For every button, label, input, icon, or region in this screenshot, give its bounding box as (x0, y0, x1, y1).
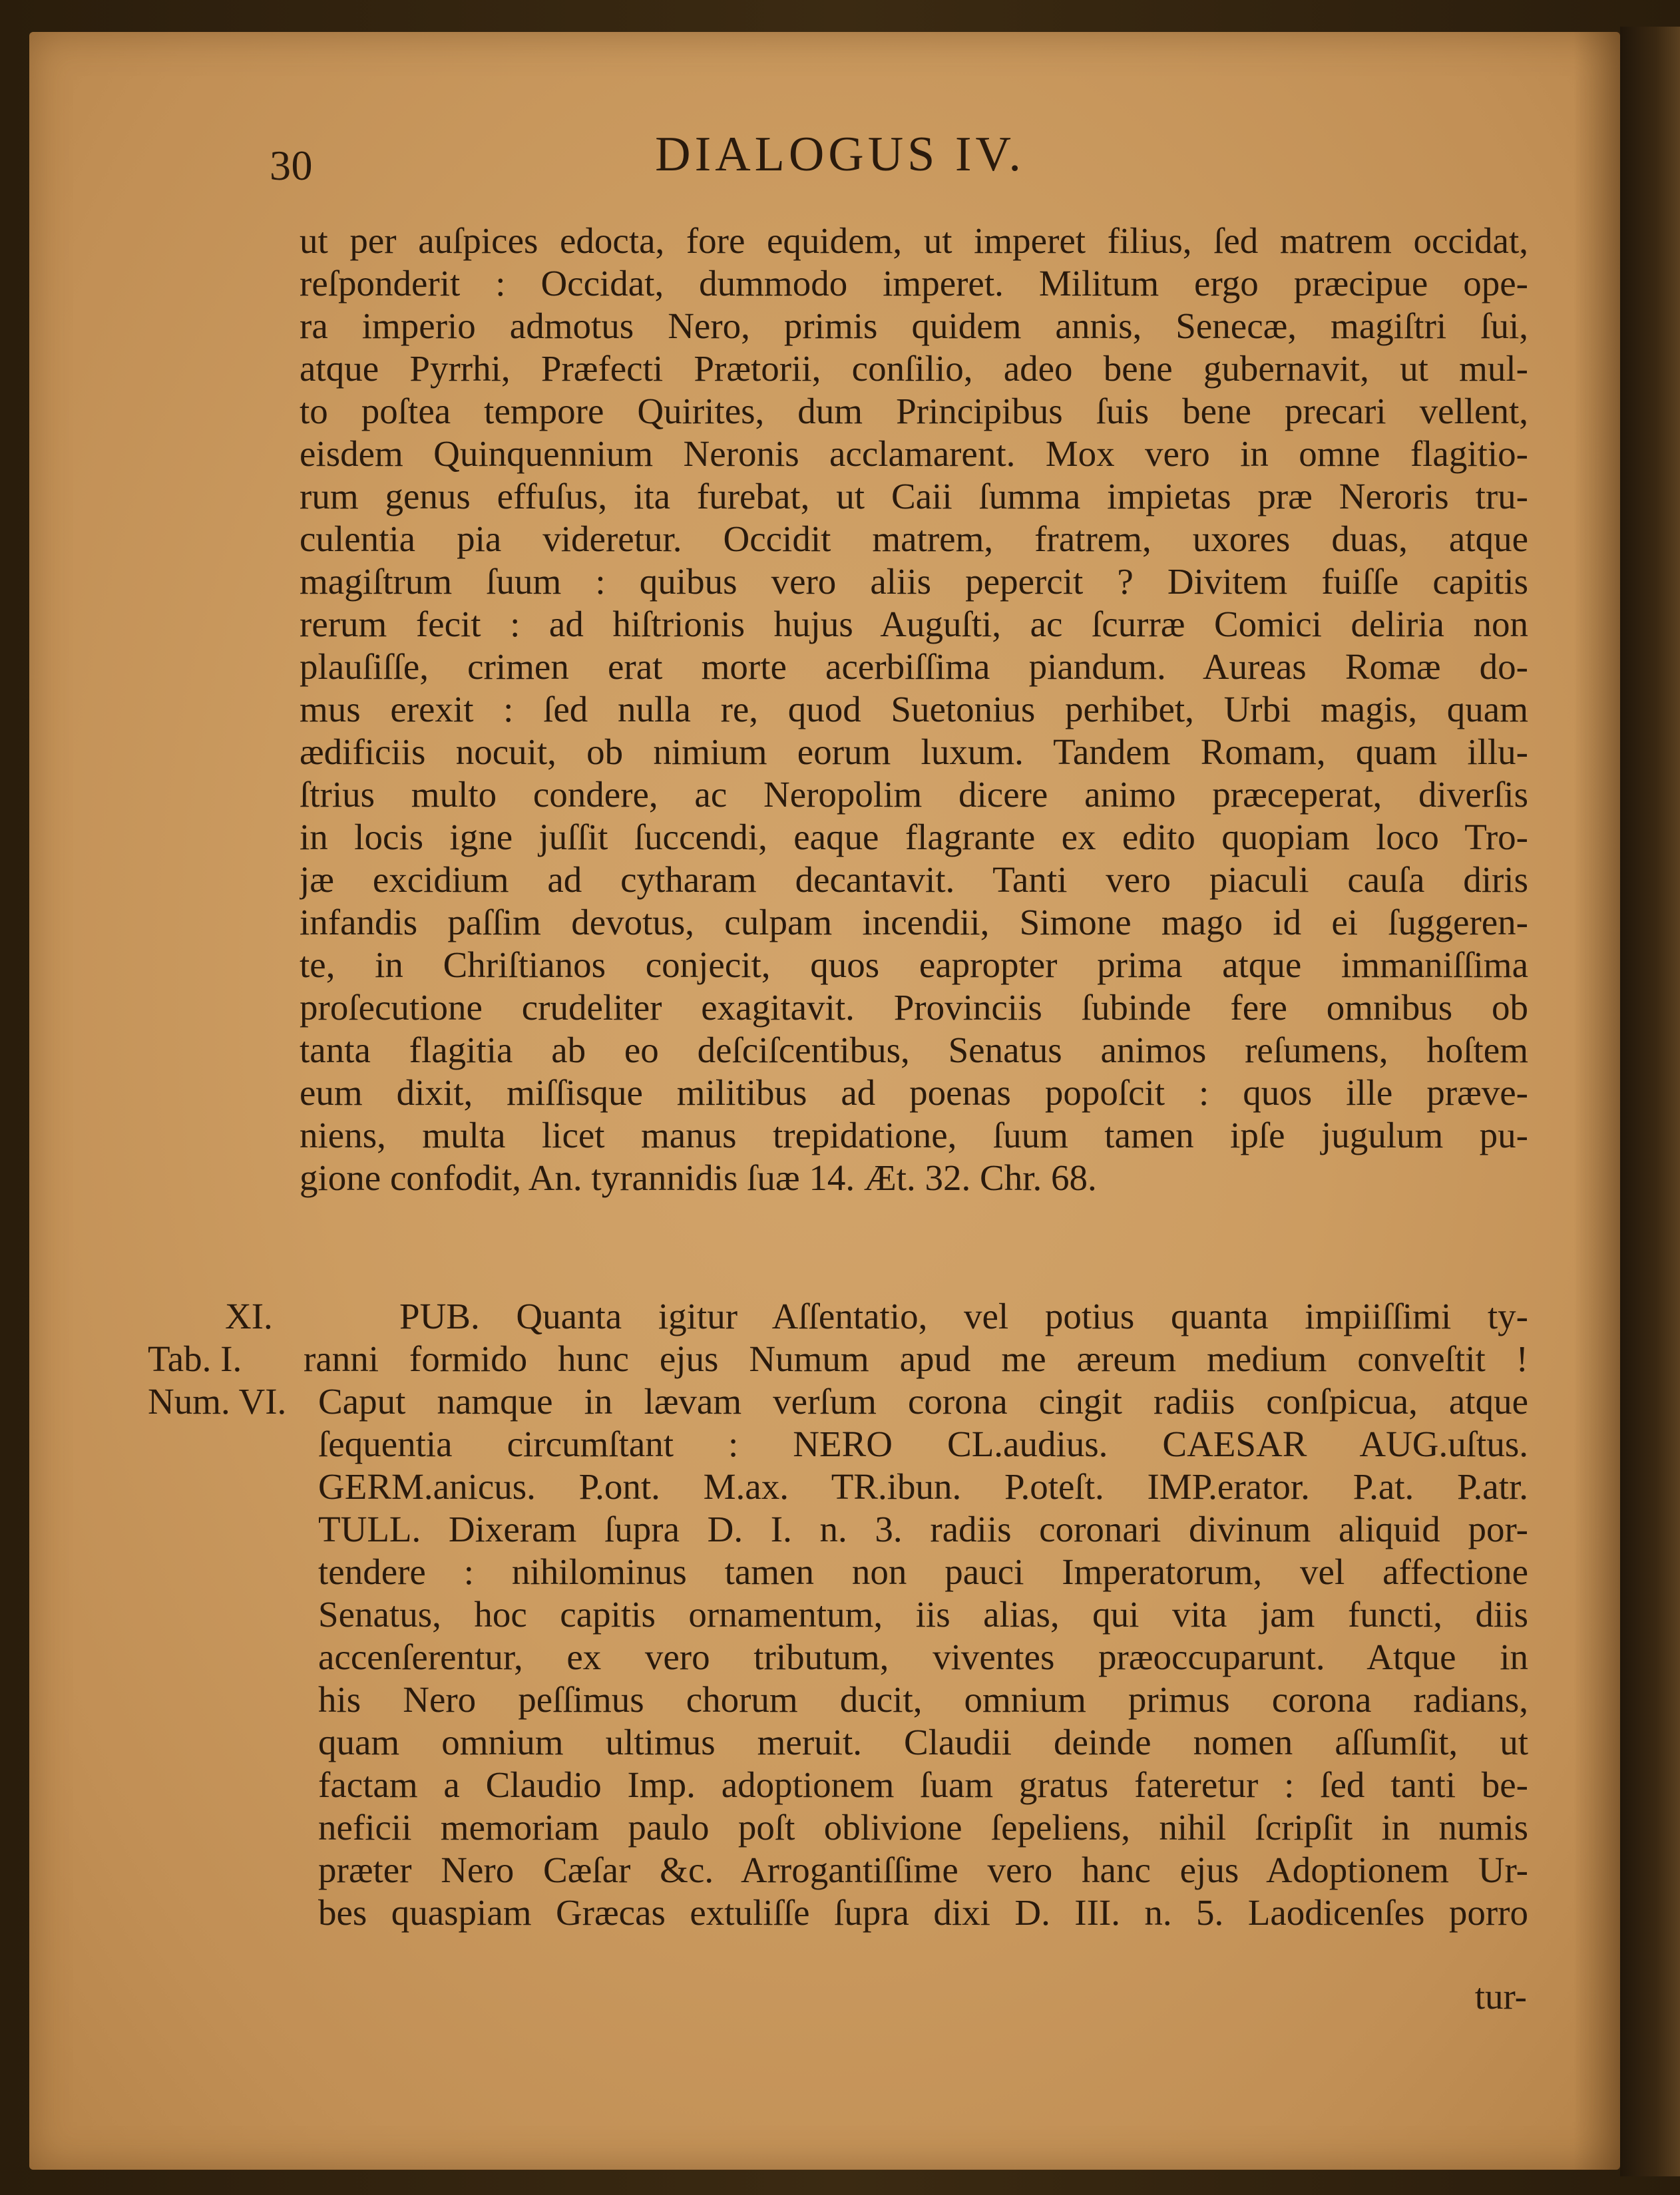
catchword: tur- (1474, 1976, 1527, 2017)
paragraph-1-line: mus erexit : ſed nulla re, quod Suetonius perhibet, Urbi magis, quam (300, 689, 1528, 729)
paragraph-1-line: eisdem Quinquennium Neronis acclamarent. Mox vero in omne flagitio- (300, 433, 1528, 474)
paragraph-1-line: to poſtea tempore Quirites, dum Principibus ſuis bene precari vellent, (300, 391, 1528, 431)
paragraph-1-line: ra imperio admotus Nero, primis quidem annis, Senecæ, magiſtri ſui, (300, 305, 1528, 346)
paragraph-1-line: rum genus effuſus, ita furebat, ut Caii ſumma impietas præ Neroris tru- (300, 476, 1528, 516)
margin-note-table: Tab. I. (148, 1338, 242, 1379)
margin-note-number: Num. VI. (148, 1381, 287, 1422)
paragraph-1-line: ædificiis nocuit, ob nimium eorum luxum. Tandem Romam, quam illu- (300, 731, 1528, 772)
paragraph-2-line-3: Caput namque in lævam verſum corona cingit radiis conſpicua, atque (318, 1381, 1528, 1422)
paragraph-1-line: infandis paſſim devotus, culpam incendii, Simone mago id ei ſuggeren- (300, 902, 1528, 942)
paragraph-1-line: ſtrius multo condere, ac Neropolim dicere animo præceperat, diverſis (300, 774, 1528, 815)
paragraph-1-line: plauſiſſe, crimen erat morte acerbiſſima piandum. Aureas Romæ do- (300, 646, 1528, 687)
paragraph-2-line: his Nero peſſimus chorum ducit, omnium primus corona radians, (318, 1679, 1528, 1720)
paragraph-1-line: ut per auſpices edocta, fore equidem, ut imperet filius, ſed matrem occidat, (300, 220, 1528, 261)
paragraph-2-line: tendere : nihilominus tamen non pauci Imperatorum, vel affectione (318, 1551, 1528, 1592)
margin-note-section: XI. (225, 1296, 273, 1336)
paragraph-1-line: niens, multa licet manus trepidatione, ſuum tamen ipſe jugulum pu- (300, 1115, 1528, 1155)
paragraph-2-line: quam omnium ultimus meruit. Claudii deinde nomen aſſumſit, ut (318, 1722, 1528, 1762)
page-gutter-shadow (1574, 32, 1620, 2170)
paragraph-1-line: eum dixit, miſſisque militibus ad poenas popoſcit : quos ille præve- (300, 1072, 1528, 1113)
paragraph-2-line: bes quaspiam Græcas extuliſſe ſupra dixi D. III. n. 5. Laodicenſes porro (318, 1892, 1528, 1933)
paragraph-2-line: GERM.anicus. P.ont. M.ax. TR.ibun. P.oteſt. IMP.erator. P.at. P.atr. (318, 1466, 1528, 1507)
paragraph-2-line: accenſerentur, ex vero tributum, viventes præoccuparunt. Atque in (318, 1637, 1528, 1677)
paragraph-2-line: TULL. Dixeram ſupra D. I. n. 3. radiis coronari divinum aliquid por- (318, 1509, 1528, 1549)
paragraph-2-line: neficii memoriam paulo poſt oblivione ſepeliens, nihil ſcripſit in numis (318, 1807, 1528, 1848)
paragraph-2-line-2: ranni formido hunc ejus Numum apud me æreum medium conveſtit ! (304, 1338, 1528, 1379)
paragraph-2-line: præter Nero Cæſar &c. Arrogantiſſime vero hanc ejus Adoptionem Ur- (318, 1850, 1528, 1890)
paragraph-2-line: ſequentia circumſtant : NERO CL.audius. CAESAR AUG.uſtus. (318, 1424, 1528, 1464)
paragraph-1-line: tanta flagitia ab eo deſciſcentibus, Senatus animos reſumens, hoſtem (300, 1030, 1528, 1070)
running-head: DIALOGUS IV. (655, 127, 1025, 182)
paragraph-1-line: proſecutione crudeliter exagitavit. Provinciis ſubinde fere omnibus ob (300, 987, 1528, 1028)
paragraph-1-line: reſponderit : Occidat, dummodo imperet. Militum ergo præcipue ope- (300, 263, 1528, 303)
paragraph-2-line: Senatus, hoc capitis ornamentum, iis alias, qui vita jam functi, diis (318, 1594, 1528, 1635)
paragraph-2-line: factam a Claudio Imp. adoptionem ſuam gratus fateretur : ſed tanti be- (318, 1764, 1528, 1805)
paragraph-1-line: magiſtrum ſuum : quibus vero aliis pepercit ? Divitem fuiſſe capitis (300, 561, 1528, 602)
paragraph-1-line: in locis igne juſſit ſuccendi, eaque flagrante ex edito quopiam loco Tro- (300, 817, 1528, 857)
paragraph-1-line: gione confodit, An. tyrannidis ſuæ 14. Æt. 32. Chr. 68. (300, 1157, 1097, 1198)
paragraph-1-line: te, in Chriſtianos conjecit, quos eapropter prima atque immaniſſima (300, 944, 1528, 985)
paragraph-2-line-1: PUB. Quanta igitur Aſſentatio, vel potius quanta impiiſſimi ty- (399, 1296, 1528, 1336)
paragraph-1-line: atque Pyrrhi, Præfecti Prætorii, conſilio, adeo bene gubernavit, ut mul- (300, 348, 1528, 389)
page-number: 30 (270, 142, 313, 189)
next-page-edge (1620, 27, 1680, 2176)
paragraph-1-line: rerum fecit : ad hiſtrionis hujus Auguſti, ac ſcurræ Comici deliria non (300, 604, 1528, 644)
paragraph-1-line: culentia pia videretur. Occidit matrem, fratrem, uxores duas, atque (300, 518, 1528, 559)
paragraph-1-line: jæ excidium ad cytharam decantavit. Tanti vero piaculi cauſa diris (300, 859, 1528, 900)
